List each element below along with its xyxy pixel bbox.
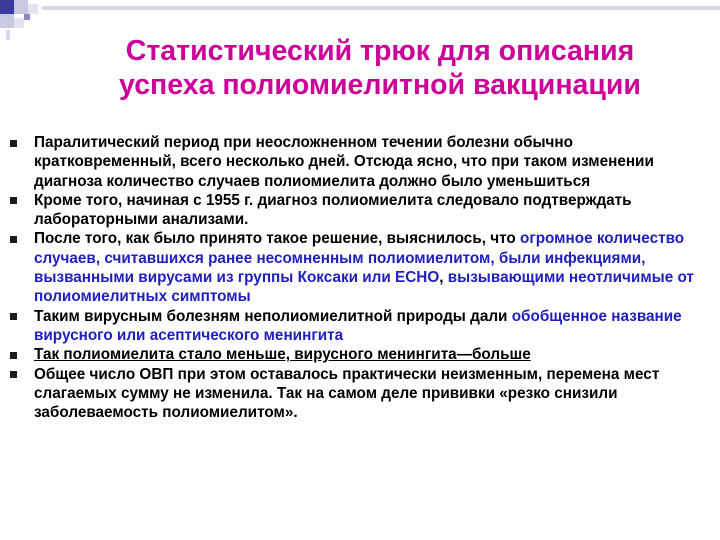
square-bullet-icon xyxy=(10,197,17,204)
bullet-item-2 xyxy=(10,191,710,230)
slide-title-line-1: Статистический трюк для описания xyxy=(125,35,635,67)
deco-square-4 xyxy=(28,4,38,14)
square-bullet-icon xyxy=(10,371,17,378)
deco-square-5 xyxy=(14,18,24,28)
highlighted-text: огромное количество случаев, считавшихся ранее несомненным полиомиелитом, были инфекциями, вызванными вирусами из группы Коксаки или ECHO xyxy=(34,230,685,287)
bullet-item-4 xyxy=(10,307,710,346)
deco-bar-side xyxy=(6,30,10,40)
highlighted-text: вызывающими неотличимые от полиомиелитных симптомы xyxy=(34,269,694,306)
bullet-text: Кроме того, начиная с 1955 г. диагноз полиомиелита следовало подтверждать лабораторными анализами. xyxy=(34,191,632,229)
bullet-item-1 xyxy=(10,133,710,191)
bullet-text: Общее число ОВП при этом оставалось практически неизменным, перемена мест слагаемых сумму не изменила. Так на самом деле прививки «резко снизили заболеваемость полиомиелитом». xyxy=(34,365,660,422)
deco-square-1 xyxy=(0,0,14,14)
underlined-text: Так полиомиелита стало меньше, вирусного менингита—больше xyxy=(34,346,531,364)
bullet-text: , xyxy=(439,269,448,287)
deco-square-6 xyxy=(24,14,30,20)
highlighted-text: обобщенное название вирусного или асептического менингита xyxy=(34,307,682,344)
slide-title-line-2: успеха полиомиелитной вакцинации xyxy=(119,69,641,101)
bullet-item-3 xyxy=(10,229,710,306)
deco-square-2 xyxy=(14,0,28,14)
square-bullet-icon xyxy=(10,313,17,320)
square-bullet-icon xyxy=(10,236,17,243)
deco-bar-top xyxy=(42,6,720,10)
square-bullet-icon xyxy=(10,352,17,359)
bullet-item-5 xyxy=(10,345,710,364)
bullet-text: Паралитический период при неосложненном течении болезни обычно кратковременный, всего несколько дней. Отсюда ясно, что при таком изменении диагноза количество случаев полиомиелита должно было уменьшиться xyxy=(34,134,654,190)
bullet-item-6 xyxy=(10,365,710,423)
square-bullet-icon xyxy=(10,140,17,147)
slide-title xyxy=(40,34,720,102)
bullet-list xyxy=(10,133,710,422)
bullet-text: После того, как было принято такое решение, выяснилось, что xyxy=(34,230,520,248)
deco-square-3 xyxy=(0,14,14,28)
bullet-text: Таким вирусным болезням неполиомиелитной природы дали xyxy=(34,307,512,325)
